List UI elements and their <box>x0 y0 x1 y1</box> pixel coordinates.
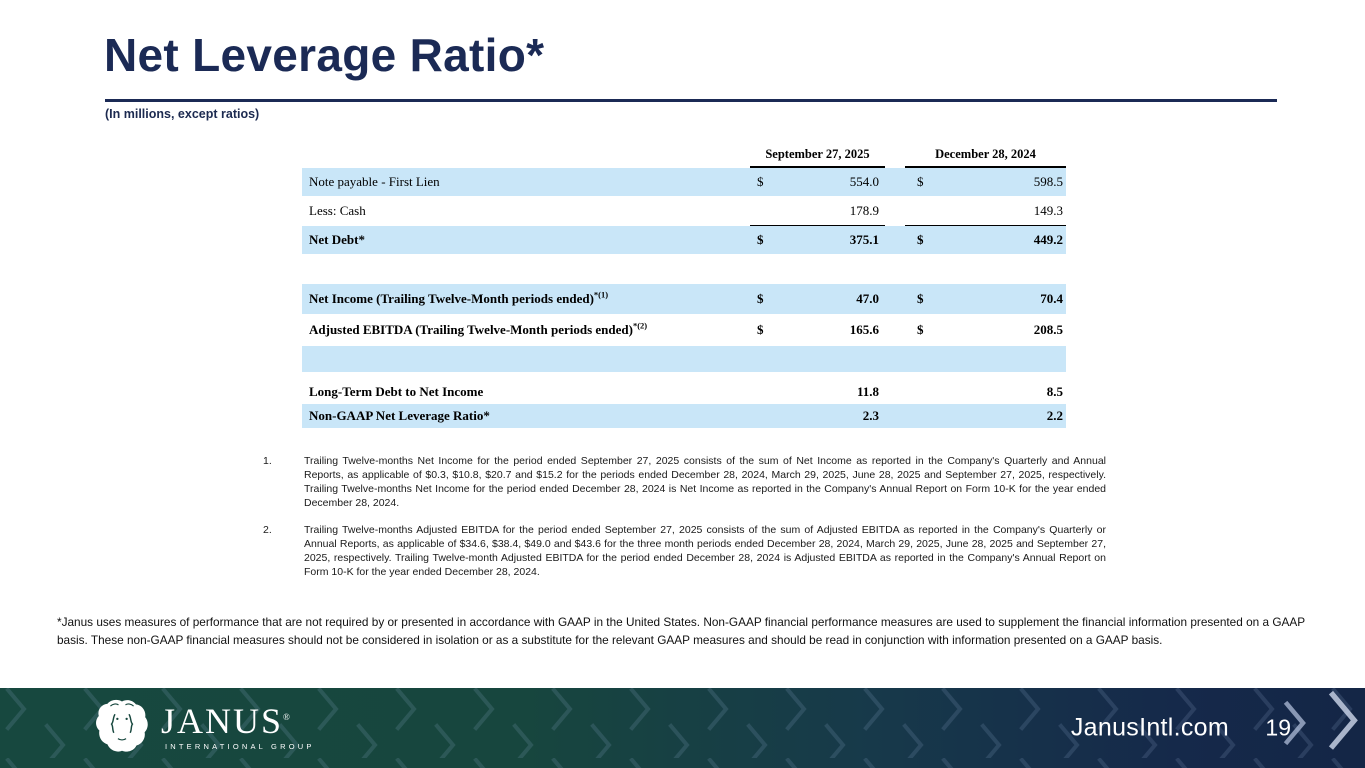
value-sep-27-2025: $ 375.1 <box>757 232 879 247</box>
table-row <box>302 284 1066 314</box>
value-dec-28-2024: 149.3 <box>905 196 1066 226</box>
table-row <box>302 380 1066 404</box>
row-label: Net Income (Trailing Twelve-Month periods ended)$^{*(1)}$ <box>309 289 609 306</box>
row-label: Note payable - First Lien <box>309 174 440 189</box>
row-label: Long-Term Debt to Net Income <box>309 384 484 399</box>
value-dec-28-2024: $ 70.4 <box>917 291 1063 306</box>
table-row <box>302 226 1066 254</box>
janus-logo <box>93 698 315 756</box>
value-sep-27-2025: 2.3 <box>862 408 879 423</box>
footnote-number: 1. <box>263 455 272 467</box>
value-dec-28-2024: $ 449.2 <box>917 232 1063 247</box>
logo-wordmark: JANUS <box>161 701 284 741</box>
financial-table <box>302 141 1066 428</box>
table-row <box>302 168 1066 196</box>
row-label: Less: Cash <box>309 203 366 218</box>
footnote-text: Trailing Twelve-months Net Income for the period ended September 27, 2025 consists of the sum of Net Income as reported in the Company's Quarterly and Annual Reports, as applicable of $0.3, $10.8, $20.7 and $15.2 for the periods ended December 28, 2024, March 29, 2025, June 28, 2025 and September 27, 2025, respectively. Trailing Twelve-months Net Income for the period ended December 28, 2024 is Net Income as reported in the Company's Annual Report on Form 10-K for the year ended December 28, 2024. <box>304 455 1106 509</box>
footnotes-list <box>263 455 1106 593</box>
footnote-item <box>263 455 1106 511</box>
table-spacer-row <box>302 346 1066 372</box>
units-note: (In millions, except ratios) <box>105 107 260 121</box>
value-sep-27-2025: $ 165.6 <box>757 322 879 337</box>
value-dec-28-2024: 8.5 <box>1046 384 1063 399</box>
value-sep-27-2025: 178.9 <box>750 196 885 226</box>
trademark-symbol: ® <box>283 712 292 722</box>
footnote-item <box>263 524 1106 580</box>
row-label: Net Debt* <box>309 232 365 247</box>
table-spacer-row <box>302 254 1066 284</box>
table-row <box>302 404 1066 428</box>
footnote-text: Trailing Twelve-months Adjusted EBITDA for the period ended September 27, 2025 consists of the sum of Adjusted EBITDA as reported in the Company's Quarterly or Annual Reports, as applicable of $34.6, $38.4, $49.0 and $43.6 for the three month periods ended December 28, 2024, March 29, 2025, June 28, 2025 and September 27, 2025, respectively. Trailing Twelve-month Adjusted EBITDA for the period ended December 28, 2024 is Adjusted EBITDA as reported in the Company's Annual Report on Form 10-K for the year ended December 28, 2024. <box>304 523 1106 578</box>
value-sep-27-2025: $ 47.0 <box>757 291 879 306</box>
value-dec-28-2024: 2.2 <box>1046 408 1063 423</box>
column-header-dec-2024: December 28, 2024 <box>905 141 1066 168</box>
janus-head-icon <box>93 698 151 756</box>
logo-subtitle: INTERNATIONAL GROUP <box>165 742 315 751</box>
table-spacer-row <box>302 372 1066 380</box>
table-body <box>302 168 1066 428</box>
janus-logo-text <box>161 703 315 751</box>
value-dec-28-2024: $ 208.5 <box>917 322 1063 337</box>
website-link[interactable]: JanusIntl.com <box>1070 713 1229 742</box>
table-row <box>302 196 1066 226</box>
footnote-number: 2. <box>263 523 272 536</box>
table-row <box>302 314 1066 346</box>
gaap-disclaimer: *Janus uses measures of performance that are not required by or presented in accordance with GAAP in the United States. Non-GAAP financial performance measures are used to supplement the financial information presented on a GAAP basis. These non-GAAP financial measures should not be considered in isolation or as a substitute for the relevant GAAP measures and should be read in conjunction with information presented on a GAAP basis. <box>57 615 1305 647</box>
page-title: Net Leverage Ratio* <box>104 29 545 81</box>
value-sep-27-2025: $ 554.0 <box>757 174 879 189</box>
column-header-sep-2025: September 27, 2025 <box>750 141 885 168</box>
page-number: 19 <box>1265 714 1291 741</box>
value-sep-27-2025: 11.8 <box>856 384 879 399</box>
value-dec-28-2024: $ 598.5 <box>917 174 1063 189</box>
title-divider <box>105 99 1277 102</box>
footer-bar <box>0 688 1365 768</box>
table-header <box>302 141 1066 168</box>
row-label: Adjusted EBITDA (Trailing Twelve-Month periods ended)$^{*(2)}$ <box>309 320 648 337</box>
row-label: Non-GAAP Net Leverage Ratio* <box>309 408 490 423</box>
